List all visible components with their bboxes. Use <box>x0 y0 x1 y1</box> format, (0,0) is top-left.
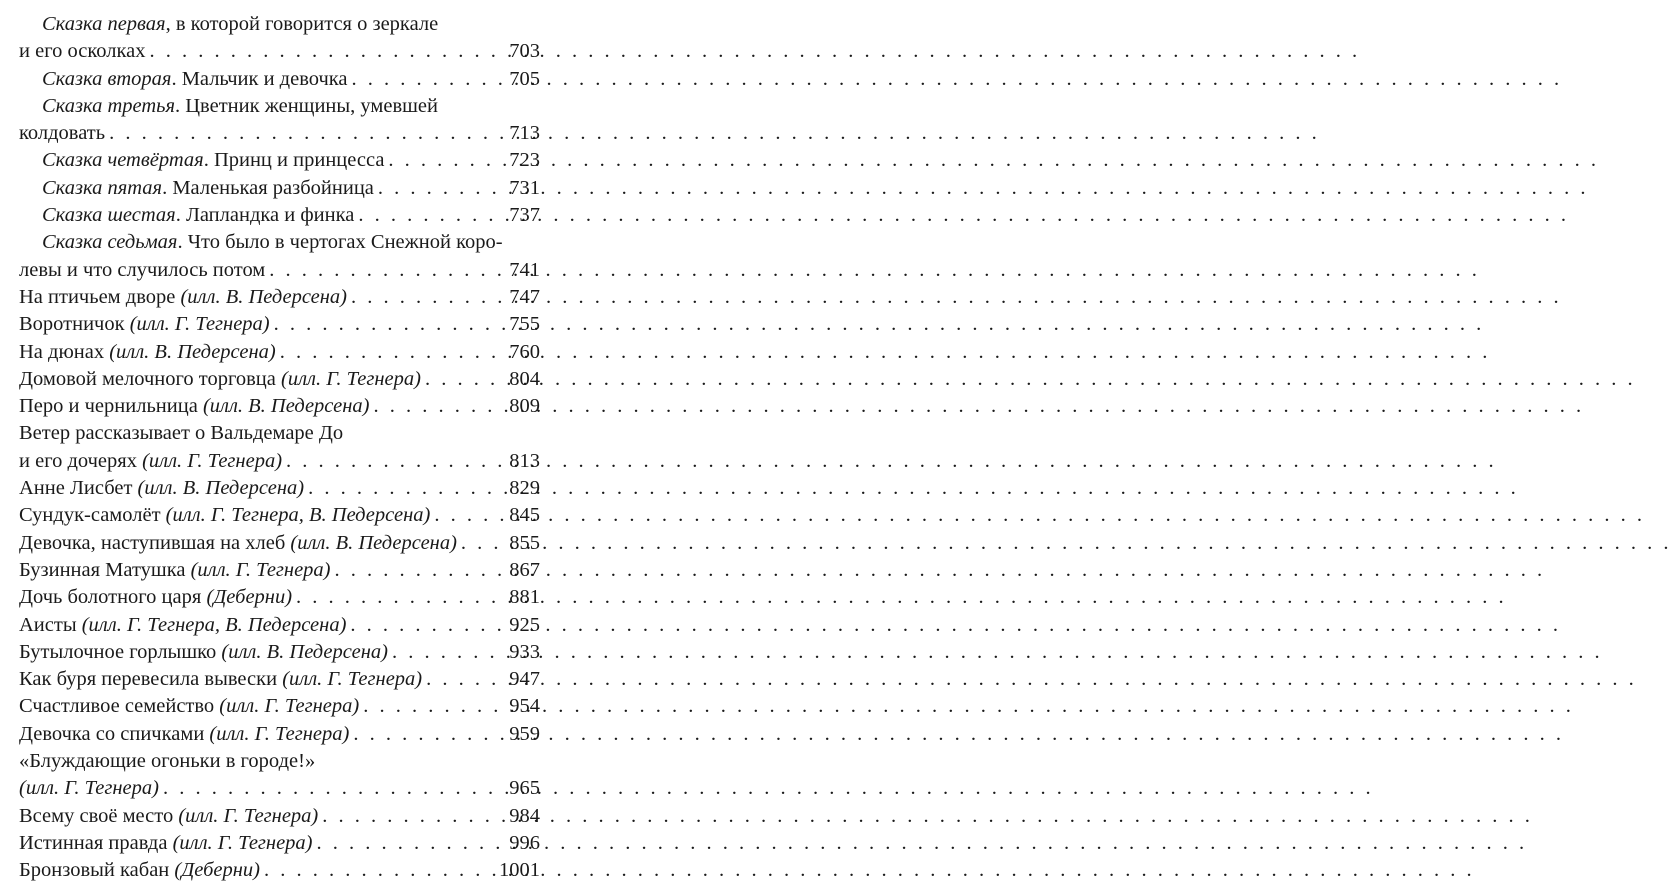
tale-number: Сказка третья <box>42 94 175 117</box>
toc-entry-title <box>19 120 105 147</box>
table-of-contents <box>0 0 560 882</box>
page-number: 809 <box>509 395 540 418</box>
toc-line <box>19 693 540 720</box>
page-number: 996 <box>509 831 540 854</box>
entry-text: Бронзовый кабан <box>19 859 175 882</box>
toc-entry[interactable] <box>19 530 540 557</box>
page-number: 755 <box>509 313 540 336</box>
tale-number: Сказка пятая <box>42 176 163 199</box>
toc-entry[interactable] <box>19 584 540 611</box>
page-number: 855 <box>509 531 540 554</box>
page-number: 829 <box>509 477 540 500</box>
page-number: 925 <box>509 613 540 636</box>
toc-entry-title <box>42 66 348 93</box>
illustrator-note: (Деберни) <box>174 859 261 882</box>
toc-line <box>19 420 540 447</box>
page-number: 737 <box>509 204 540 227</box>
dot-leader <box>392 639 507 666</box>
illustrator-note: (илл. Г. Тегнера) <box>129 313 270 336</box>
entry-text: левы и что случилось потом <box>19 258 266 281</box>
toc-entry-title <box>19 830 313 857</box>
toc-entry[interactable] <box>19 147 540 174</box>
toc-line <box>19 666 540 693</box>
illustrator-note: (илл. Г. Тегнера) <box>142 449 283 472</box>
toc-entry[interactable] <box>19 748 540 803</box>
dot-leader <box>426 666 507 693</box>
toc-line <box>19 830 540 857</box>
toc-line <box>19 257 540 284</box>
tale-number: Сказка четвёртая <box>42 149 204 172</box>
page-number: 1001 <box>499 859 540 882</box>
toc-entry[interactable] <box>19 420 540 475</box>
page-number: 965 <box>509 777 540 800</box>
toc-entry-title <box>19 693 359 720</box>
illustrator-note: (илл. Г. Тегнера) <box>178 804 319 827</box>
illustrator-note: (илл. В. Педерсена) <box>109 340 276 363</box>
illustrator-note: (илл. В. Педерсена) <box>221 640 388 663</box>
toc-line <box>19 229 540 256</box>
dot-leader <box>317 830 508 857</box>
toc-entry[interactable] <box>19 339 540 366</box>
toc-entry[interactable] <box>19 557 540 584</box>
toc-entry-title <box>42 229 503 256</box>
toc-entry-title <box>19 257 265 284</box>
toc-entry-title <box>19 284 347 311</box>
entry-text: Как буря перевесила вывески <box>19 668 283 691</box>
illustrator-note: (илл. В. Педерсена) <box>180 285 347 308</box>
illustrator-note: (илл. Г. Тегнера) <box>219 695 360 718</box>
page-number: 741 <box>509 258 540 281</box>
entry-text: Дочь болотного царя <box>19 586 207 609</box>
toc-entry[interactable] <box>19 475 540 502</box>
toc-line <box>19 147 540 174</box>
toc-entry-title <box>19 420 343 447</box>
illustrator-note: (илл. Г. Тегнера, В. Педерсена) <box>165 504 431 527</box>
dot-leader <box>434 502 507 529</box>
entry-text: Всему своё место <box>19 804 179 827</box>
toc-line <box>19 803 540 830</box>
entry-text: Сундук-самолёт <box>19 504 166 527</box>
toc-entry-title <box>19 366 421 393</box>
toc-entry[interactable] <box>19 502 540 529</box>
illustrator-note: (илл. В. Педерсена) <box>202 395 370 418</box>
page-number: 959 <box>509 722 540 745</box>
toc-entry[interactable] <box>19 93 540 148</box>
toc-line <box>19 530 540 557</box>
page-number: 954 <box>509 695 540 718</box>
entry-text: На дюнах <box>19 340 110 363</box>
page-number: 760 <box>509 340 540 363</box>
illustrator-note: (илл. Г. Тегнера) <box>19 777 159 800</box>
dot-leader <box>296 584 507 611</box>
entry-text: На птичьем дворе <box>19 285 181 308</box>
entry-text: колдовать <box>19 122 106 145</box>
dot-leader <box>280 339 508 366</box>
entry-text: . Принц и принцесса <box>203 149 385 172</box>
dot-leader <box>163 775 507 802</box>
toc-entry-title <box>19 475 304 502</box>
illustrator-note: (илл. Г. Тегнера) <box>172 831 313 854</box>
illustrator-note: (илл. Г. Тегнера) <box>209 722 350 745</box>
toc-line <box>19 202 540 229</box>
entry-text: , в которой говорится о зеркале <box>165 13 439 35</box>
toc-entry-title <box>19 803 318 830</box>
toc-line <box>19 775 540 802</box>
page-number: 984 <box>509 804 540 827</box>
toc-entry-title <box>19 557 331 584</box>
page-number: 703 <box>509 40 540 63</box>
toc-line <box>19 857 540 884</box>
toc-entry-title <box>19 721 349 748</box>
dot-leader <box>388 147 507 174</box>
toc-entry[interactable] <box>19 693 540 720</box>
dot-leader <box>425 366 507 393</box>
dot-leader <box>351 284 507 311</box>
entry-text: Бутылочное горлышко <box>19 640 222 663</box>
toc-entry[interactable] <box>19 666 540 693</box>
page-number: 933 <box>509 640 540 663</box>
toc-line <box>19 38 540 65</box>
entry-text: Бузинная Матушка <box>19 558 191 581</box>
toc-line <box>19 475 540 502</box>
toc-entry[interactable] <box>19 612 540 639</box>
entry-text: Счастливое семейство <box>19 695 220 718</box>
toc-entry[interactable] <box>19 366 540 393</box>
dot-leader <box>274 311 508 338</box>
page-number: 723 <box>509 149 540 172</box>
illustrator-note: (Деберни) <box>206 586 293 609</box>
toc-line <box>19 584 540 611</box>
toc-entry[interactable] <box>19 721 540 748</box>
illustrator-note: (илл. Г. Тегнера) <box>190 558 331 581</box>
toc-entry-title <box>19 38 145 65</box>
entry-text: Аисты <box>19 613 82 636</box>
toc-entry[interactable] <box>19 175 540 202</box>
dot-leader <box>352 66 508 93</box>
toc-entry-title <box>19 639 388 666</box>
tale-number: Сказка шестая <box>42 204 176 227</box>
toc-entry-title <box>19 393 369 420</box>
tale-number: Сказка вторая <box>42 67 172 90</box>
illustrator-note: (илл. Г. Тегнера, В. Педерсена) <box>81 613 347 636</box>
toc-entry-title <box>42 175 374 202</box>
toc-line <box>19 311 540 338</box>
page-number: 804 <box>509 367 540 390</box>
toc-line <box>19 393 540 420</box>
toc-line <box>19 11 540 38</box>
toc-line <box>19 748 540 775</box>
toc-entry-title <box>19 448 282 475</box>
toc-line <box>19 120 540 147</box>
page-number: 705 <box>509 67 540 90</box>
dot-leader <box>363 693 507 720</box>
page-number: 713 <box>509 122 540 145</box>
toc-entry[interactable] <box>19 202 540 229</box>
toc-line <box>19 175 540 202</box>
dot-leader <box>358 202 507 229</box>
entry-text: и его дочерях <box>19 449 143 472</box>
toc-line <box>19 448 540 475</box>
toc-line <box>19 557 540 584</box>
toc-entry[interactable] <box>19 857 540 884</box>
dot-leader <box>322 803 507 830</box>
toc-entry-title <box>42 202 354 229</box>
dot-leader <box>308 475 507 502</box>
entry-text: Перо и чернильница <box>19 395 203 418</box>
toc-entry[interactable] <box>19 66 540 93</box>
toc-line <box>19 284 540 311</box>
dot-leader <box>373 393 507 420</box>
toc-entry-title <box>42 147 384 174</box>
page-number: 813 <box>509 449 540 472</box>
entry-text: . Что было в чертогах Снежной коро- <box>177 231 503 254</box>
page-number: 845 <box>509 504 540 527</box>
dot-leader <box>149 38 507 65</box>
dot-leader <box>350 612 507 639</box>
toc-entry[interactable] <box>19 639 540 666</box>
toc-line <box>19 339 540 366</box>
dot-leader <box>264 857 497 884</box>
toc-line <box>19 639 540 666</box>
tale-number: Сказка первая <box>42 13 166 35</box>
entry-text: Ветер рассказывает о Вальдемаре До <box>19 422 344 445</box>
toc-entry-title <box>19 502 430 529</box>
entry-text: «Блуждающие огоньки в городе!» <box>19 750 316 773</box>
toc-entry-title <box>19 748 315 775</box>
toc-entry[interactable] <box>19 311 540 338</box>
toc-entry-title <box>19 775 159 802</box>
dot-leader <box>335 557 508 584</box>
illustrator-note: (илл. Г. Тегнера) <box>282 668 423 691</box>
entry-text: . Цветник женщины, умевшей <box>175 94 438 117</box>
entry-text: Истинная правда <box>19 831 173 854</box>
toc-entry[interactable] <box>19 11 540 66</box>
dot-leader <box>461 530 507 557</box>
entry-text: . Лапландка и финка <box>175 204 355 227</box>
dot-leader <box>269 257 507 284</box>
entry-text: Анне Лисбет <box>19 477 138 500</box>
toc-entry-title <box>19 612 346 639</box>
illustrator-note: (илл. Г. Тегнера) <box>281 367 421 390</box>
toc-entry[interactable] <box>19 803 540 830</box>
toc-line <box>19 93 540 120</box>
illustrator-note: (илл. В. Педерсена) <box>137 477 305 500</box>
entry-text: . Мальчик и девочка <box>171 67 348 90</box>
page-number: 747 <box>509 285 540 308</box>
toc-line <box>19 721 540 748</box>
toc-entry[interactable] <box>19 284 540 311</box>
page-number: 881 <box>509 586 540 609</box>
dot-leader <box>378 175 507 202</box>
toc-entry-title <box>19 857 260 884</box>
toc-entry[interactable] <box>19 229 540 284</box>
toc-entry[interactable] <box>19 393 540 420</box>
toc-line <box>19 612 540 639</box>
toc-entry-title <box>42 93 438 120</box>
toc-line <box>19 502 540 529</box>
tale-number: Сказка седьмая <box>42 231 178 254</box>
page-number: 947 <box>509 668 540 691</box>
entry-text: . Маленькая разбойница <box>162 176 374 199</box>
toc-line <box>19 66 540 93</box>
entry-text: Воротничок <box>19 313 130 336</box>
entry-text: и его осколках <box>19 40 146 63</box>
toc-entry-title <box>19 339 276 366</box>
dot-leader <box>286 448 507 475</box>
toc-entry-title <box>19 666 422 693</box>
dot-leader <box>353 721 507 748</box>
toc-entry-title <box>19 584 292 611</box>
toc-entry-title <box>42 11 438 38</box>
page-number: 867 <box>509 558 540 581</box>
page-number: 731 <box>509 176 540 199</box>
dot-leader <box>109 120 507 147</box>
entry-text: Девочка со спичками <box>19 722 210 745</box>
toc-entry-title <box>19 530 457 557</box>
entry-text: Домовой мелочного торговца <box>19 367 281 390</box>
toc-entry-title <box>19 311 270 338</box>
toc-entry[interactable] <box>19 830 540 857</box>
illustrator-note: (илл. В. Педерсена) <box>290 531 457 554</box>
toc-line <box>19 366 540 393</box>
entry-text: Девочка, наступившая на хлеб <box>19 531 291 554</box>
